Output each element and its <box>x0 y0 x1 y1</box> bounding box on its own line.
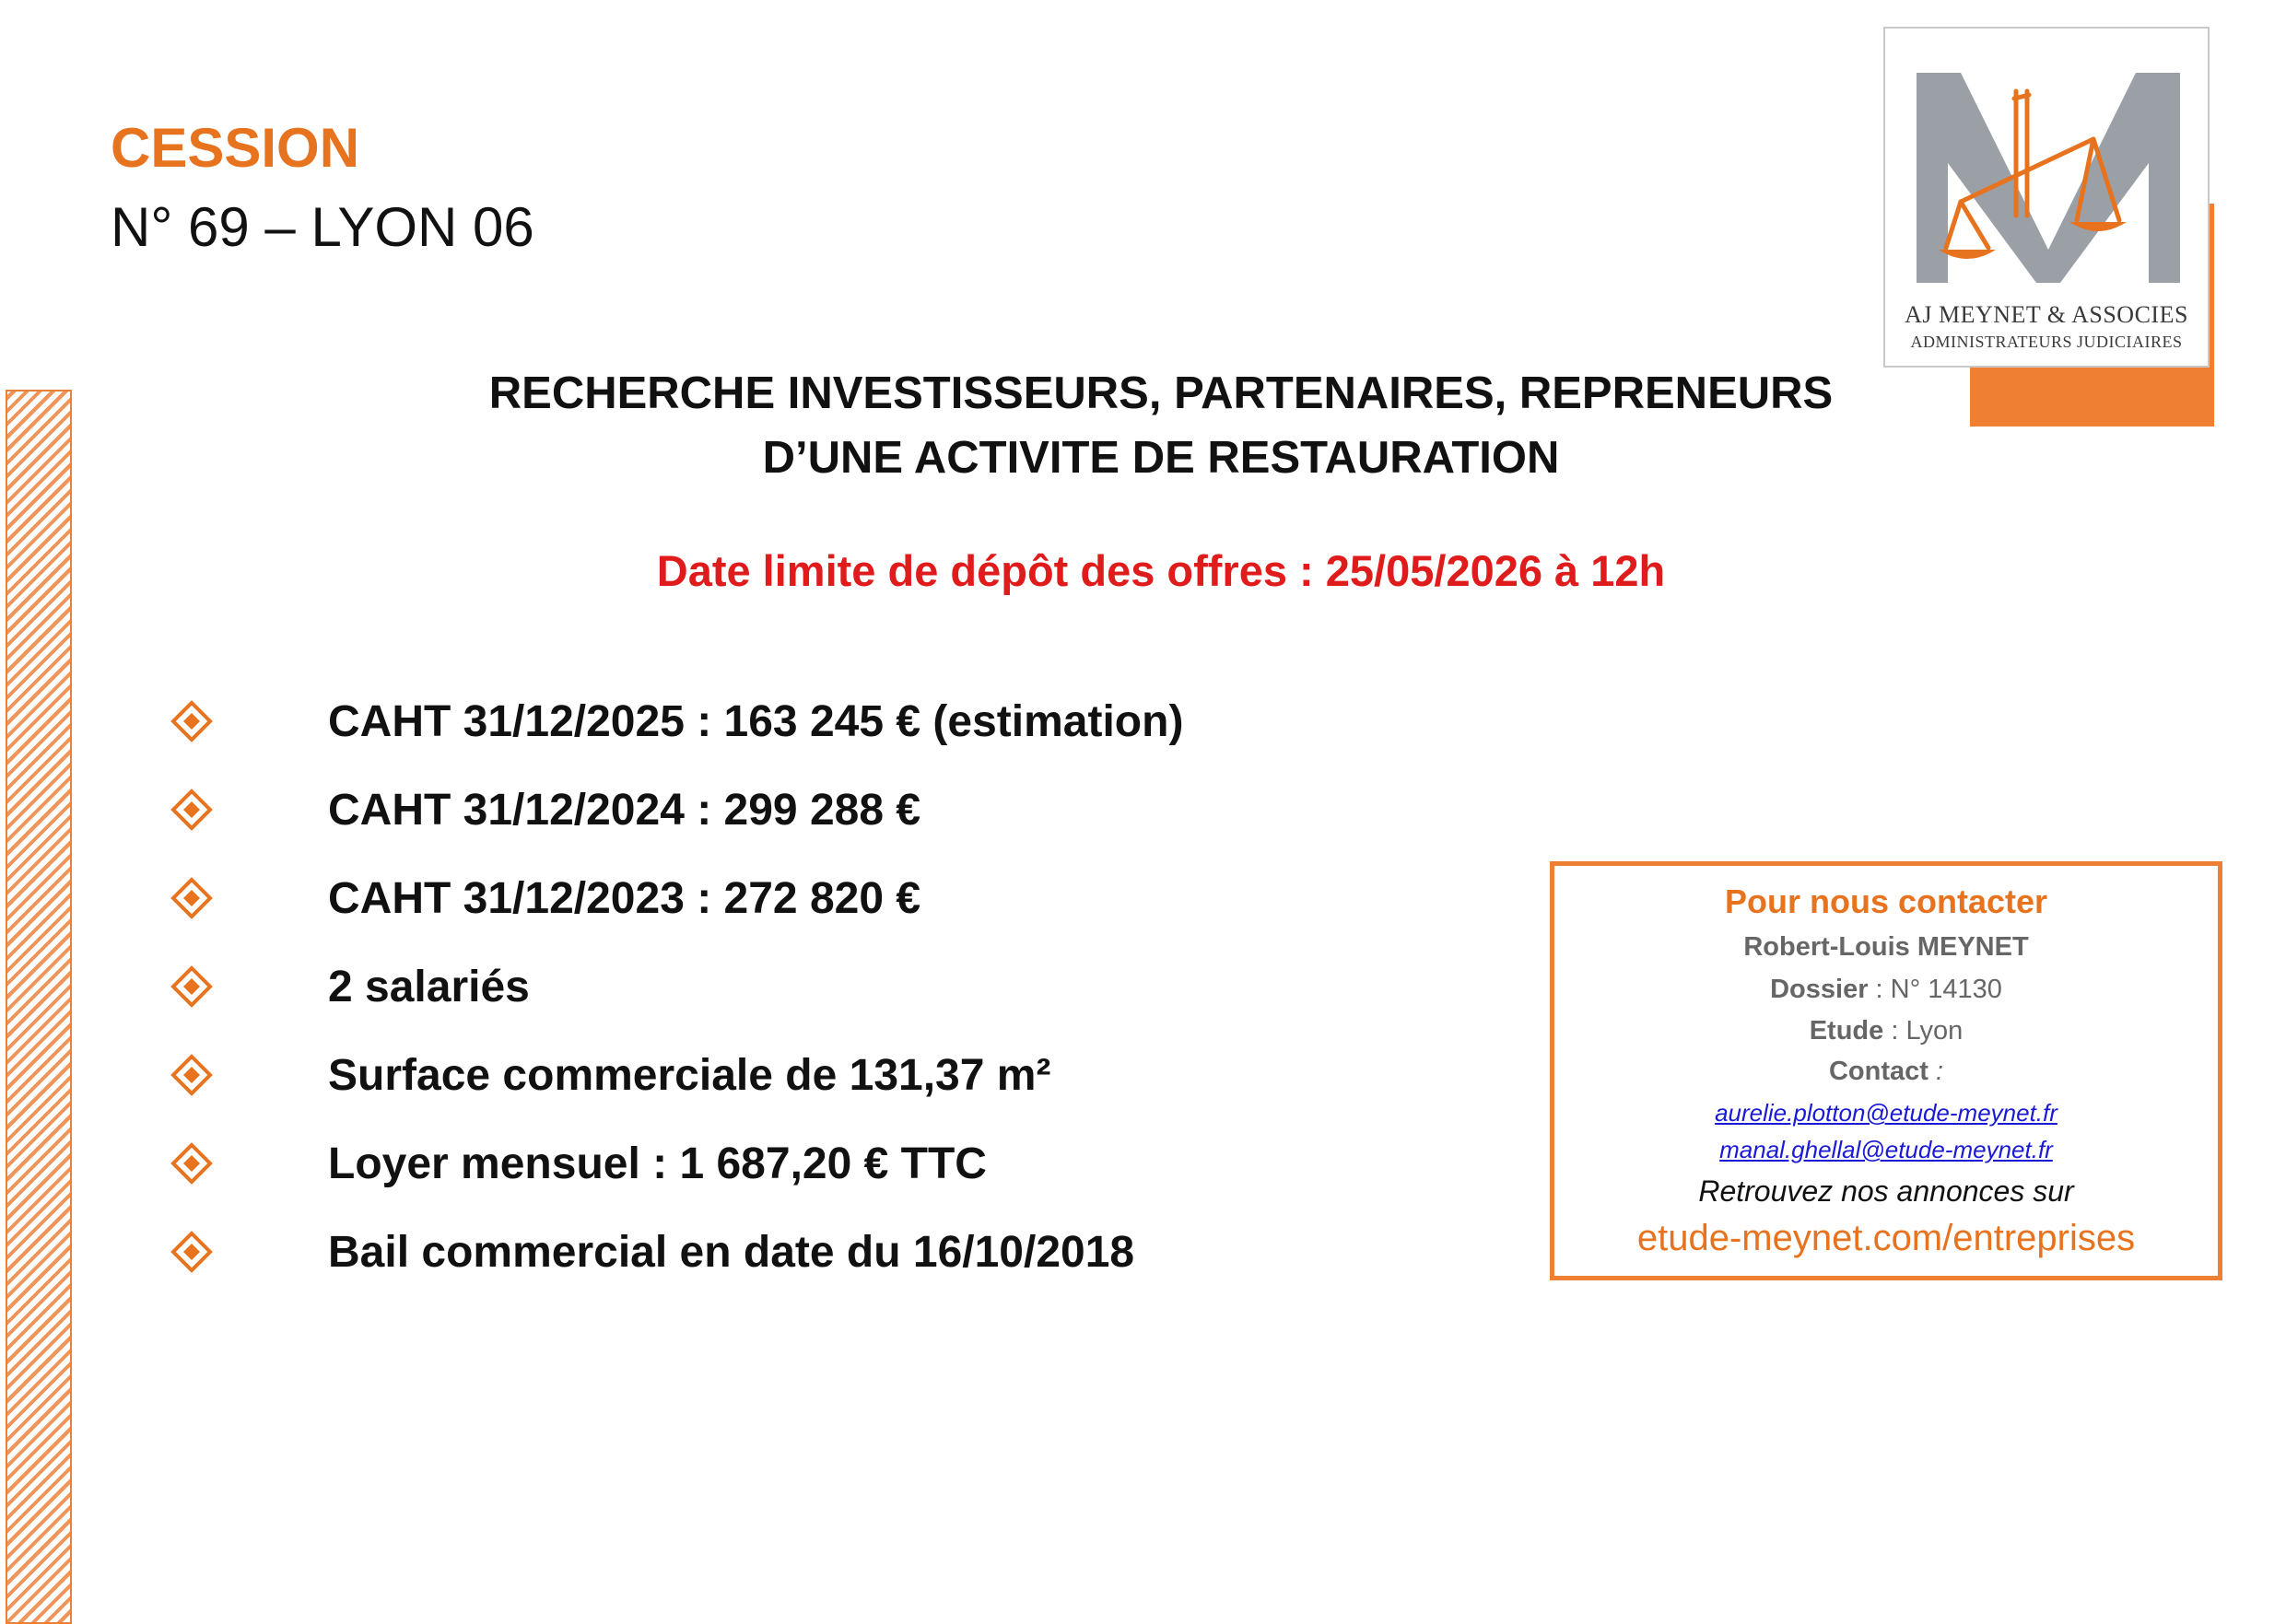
contact-email-link[interactable]: aurelie.plotton@etude-meynet.fr <box>1715 1099 2057 1127</box>
headline-line-1: RECHERCHE INVESTISSEURS, PARTENAIRES, REPRENEURS <box>488 368 1834 418</box>
feature-item <box>170 1119 987 1208</box>
decorative-hatch-bar <box>6 390 72 1624</box>
feature-text: CAHT 31/12/2024 : 299 288 € <box>328 785 921 835</box>
contact-contact <box>1554 1057 2218 1087</box>
feature-text: Loyer mensuel : 1 687,20 € TTC <box>328 1139 987 1188</box>
contact-box <box>1550 861 2222 1280</box>
feature-text: CAHT 31/12/2025 : 163 245 € (estimation) <box>328 696 1184 746</box>
diamond-bullet-icon <box>170 965 213 1008</box>
diamond-bullet-icon <box>170 789 213 831</box>
feature-text: CAHT 31/12/2023 : 272 820 € <box>328 873 921 923</box>
contact-separator: : <box>1935 1057 1944 1086</box>
company-logo <box>1883 27 2210 368</box>
headline <box>396 361 1926 490</box>
feature-item <box>170 942 530 1031</box>
contact-etude <box>1554 1016 2218 1046</box>
offer-deadline: Date limite de dépôt des offres : 25/05/2026 à 12h <box>656 546 1666 595</box>
contact-name: Robert-Louis MEYNET <box>1743 932 2029 962</box>
etude-value: : Lyon <box>1891 1016 1964 1046</box>
diamond-bullet-icon <box>170 1054 213 1096</box>
cession-label: CESSION <box>111 117 360 179</box>
logo-company-name: AJ MEYNET & ASSOCIES <box>1905 301 2188 328</box>
contact-dossier <box>1554 975 2218 1005</box>
feature-item <box>170 1208 1135 1296</box>
dossier-label: Dossier <box>1770 975 1869 1004</box>
feature-item <box>170 765 921 854</box>
diamond-bullet-icon <box>170 1231 213 1273</box>
scales-of-justice-m-logo-icon <box>1913 54 2184 294</box>
logo-company-subtitle: ADMINISTRATEURS JUDICIAIRES <box>1910 333 2183 351</box>
contact-label: Contact <box>1828 1057 1928 1086</box>
contact-title: Pour nous contacter <box>1724 882 2048 920</box>
diamond-bullet-icon <box>170 877 213 919</box>
feature-text: 2 salariés <box>328 962 530 1011</box>
contact-email-link[interactable]: manal.ghellal@etude-meynet.fr <box>1719 1136 2053 1163</box>
diamond-bullet-icon <box>170 1142 213 1185</box>
feature-item <box>170 1031 1051 1119</box>
etude-label: Etude <box>1809 1016 1884 1046</box>
feature-text: Bail commercial en date du 16/10/2018 <box>328 1227 1135 1277</box>
feature-list <box>170 677 1184 1296</box>
find-listings-text: Retrouvez nos annonces sur <box>1698 1174 2074 1208</box>
feature-text: Surface commerciale de 131,37 m² <box>328 1050 1051 1100</box>
diamond-bullet-icon <box>170 700 213 742</box>
headline-line-2: D’UNE ACTIVITE DE RESTAURATION <box>762 433 1560 483</box>
website-link[interactable]: etude-meynet.com/entreprises <box>1636 1218 2136 1258</box>
feature-item <box>170 854 921 942</box>
feature-item <box>170 677 1184 765</box>
dossier-reference: N° 69 – LYON 06 <box>111 196 534 258</box>
dossier-value: : N° 14130 <box>1875 975 2002 1004</box>
